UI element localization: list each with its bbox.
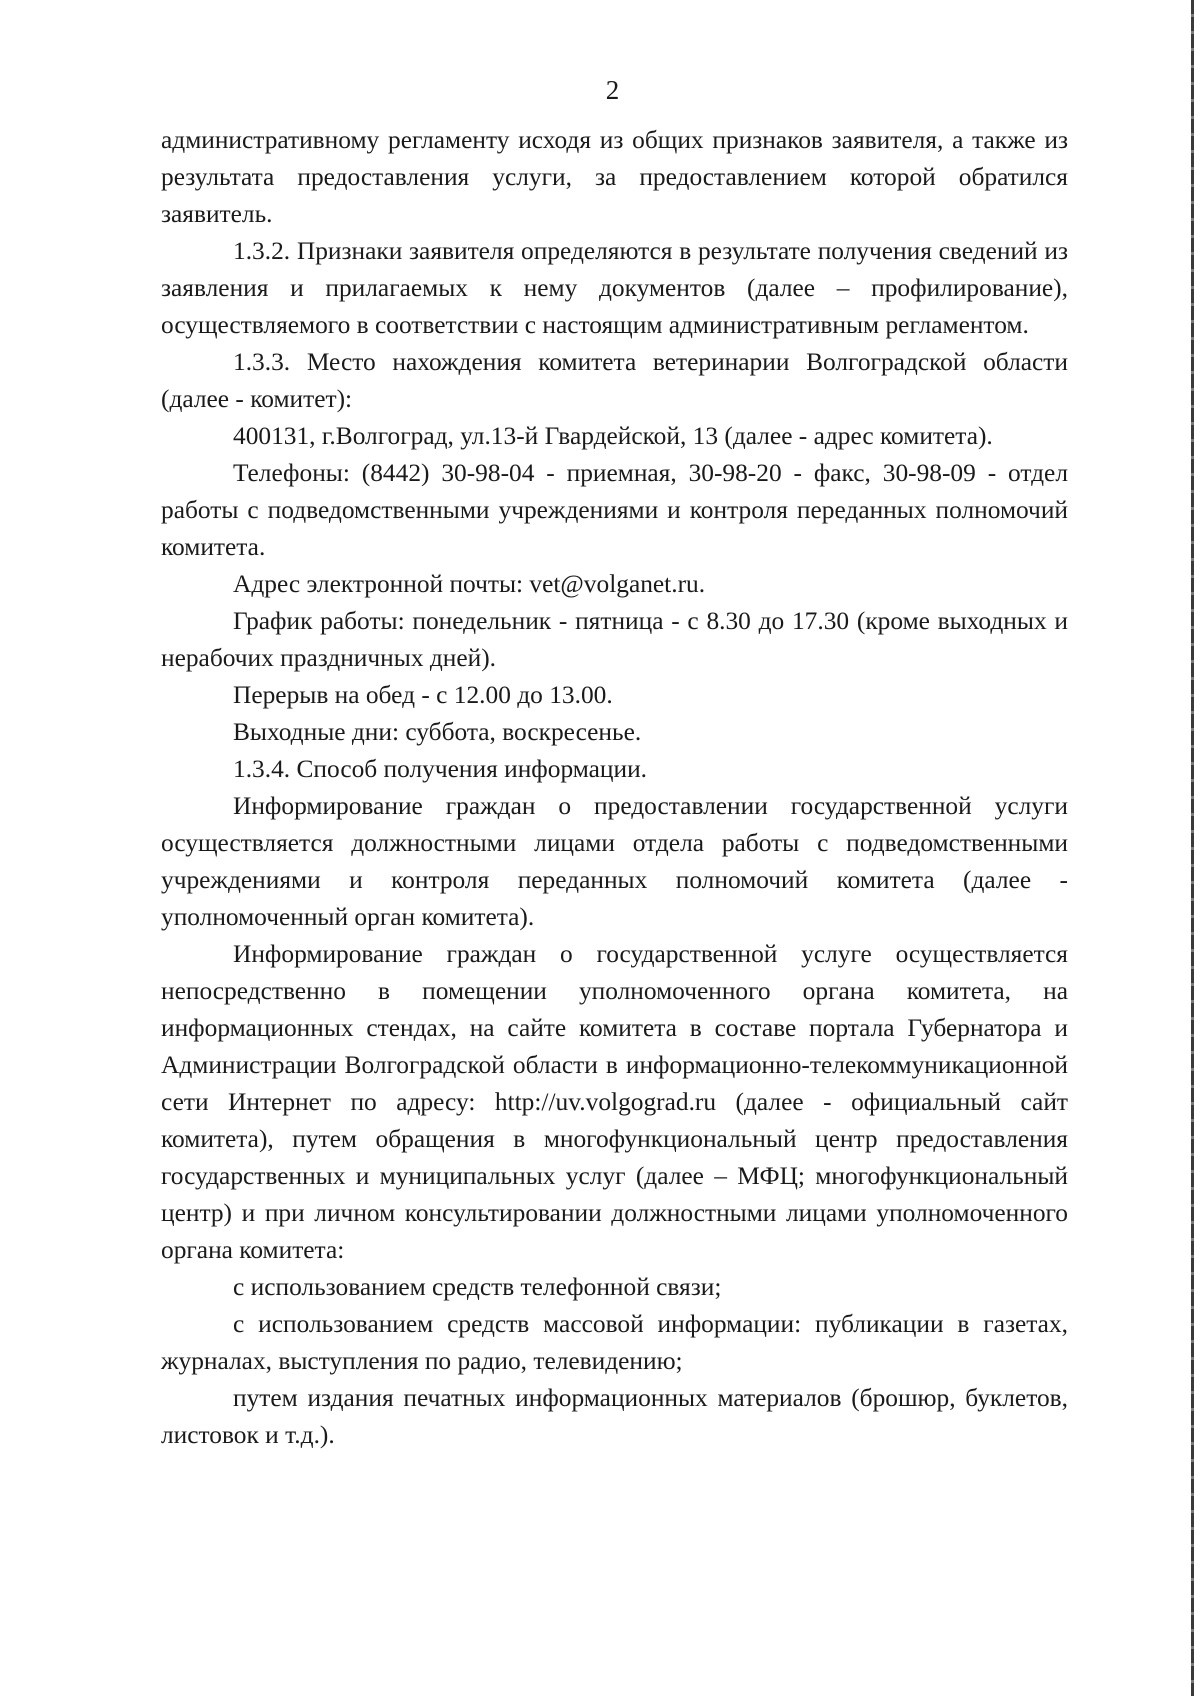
paragraph-1-3-3: 1.3.3. Место нахождения комитета ветеринарии Волгоградской области (далее - комитет):: [161, 348, 1068, 413]
paragraph-informing-channels: Информирование граждан о государственной услуге осуществляется непосредственно в помещении уполномоченного органа комитета, на информационных стендах, на сайте комитета в составе портала Губернатора и Администрации Волгоградской области в информационно-телекоммуникационной сети Интернет по адресу: http://uv.volgograd.ru (далее - официальный сайт комитета), путем обращения в многофункциональный центр предоставления государственных и муниципальных услуг (далее – МФЦ; многофункциональный центр) и при личном консультировании должностными лицами уполномоченного органа комитета:: [161, 940, 1068, 1264]
paragraph-mass-media: с использованием средств массовой информации: публикации в газетах, журналах, выступления по радио, телевидению;: [161, 1310, 1068, 1375]
paragraph-days-off: Выходные дни: суббота, воскресенье.: [233, 718, 642, 746]
paragraph-1-3-4: 1.3.4. Способ получения информации.: [233, 755, 648, 783]
paragraph-printed-materials: путем издания печатных информационных материалов (брошюр, буклетов, листовок и т.д.).: [161, 1384, 1068, 1449]
paragraph-email: Адрес электронной почты: vet@volganet.ru.: [233, 570, 706, 598]
paragraph-informing-officials: Информирование граждан о предоставлении государственной услуги осуществляется должностными лицами отдела работы с подведомственными учреждениями и контроля переданных полномочий комитета (далее - уполномоченный орган комитета).: [161, 792, 1068, 931]
paragraph-schedule: График работы: понедельник - пятница - с 8.30 до 17.30 (кроме выходных и нерабочих праздничных дней).: [161, 607, 1068, 672]
page-number: 2: [605, 75, 620, 105]
paragraph-address: 400131, г.Волгоград, ул.13-й Гвардейской, 13 (далее - адрес комитета).: [233, 422, 993, 450]
paragraph-telephone: с использованием средств телефонной связи;: [233, 1273, 722, 1301]
paragraph-1-3-2: 1.3.2. Признаки заявителя определяются в результате получения сведений из заявления и прилагаемых к нему документов (далее – профилирование), осуществляемого в соответствии с настоящим административным регламентом.: [161, 237, 1068, 339]
paragraph-continuation: административному регламенту исходя из общих признаков заявителя, а также из результата предоставления услуги, за предоставлением которой обратился заявитель.: [161, 126, 1068, 228]
document-body: [161, 122, 1068, 1454]
paragraph-lunch-break: Перерыв на обед - с 12.00 до 13.00.: [233, 681, 613, 709]
scan-edge-border: [1191, 0, 1194, 1696]
paragraph-phones: Телефоны: (8442) 30-98-04 - приемная, 30-98-20 - факс, 30-98-09 - отдел работы с подведомственными учреждениями и контроля переданных полномочий комитета.: [161, 459, 1068, 561]
